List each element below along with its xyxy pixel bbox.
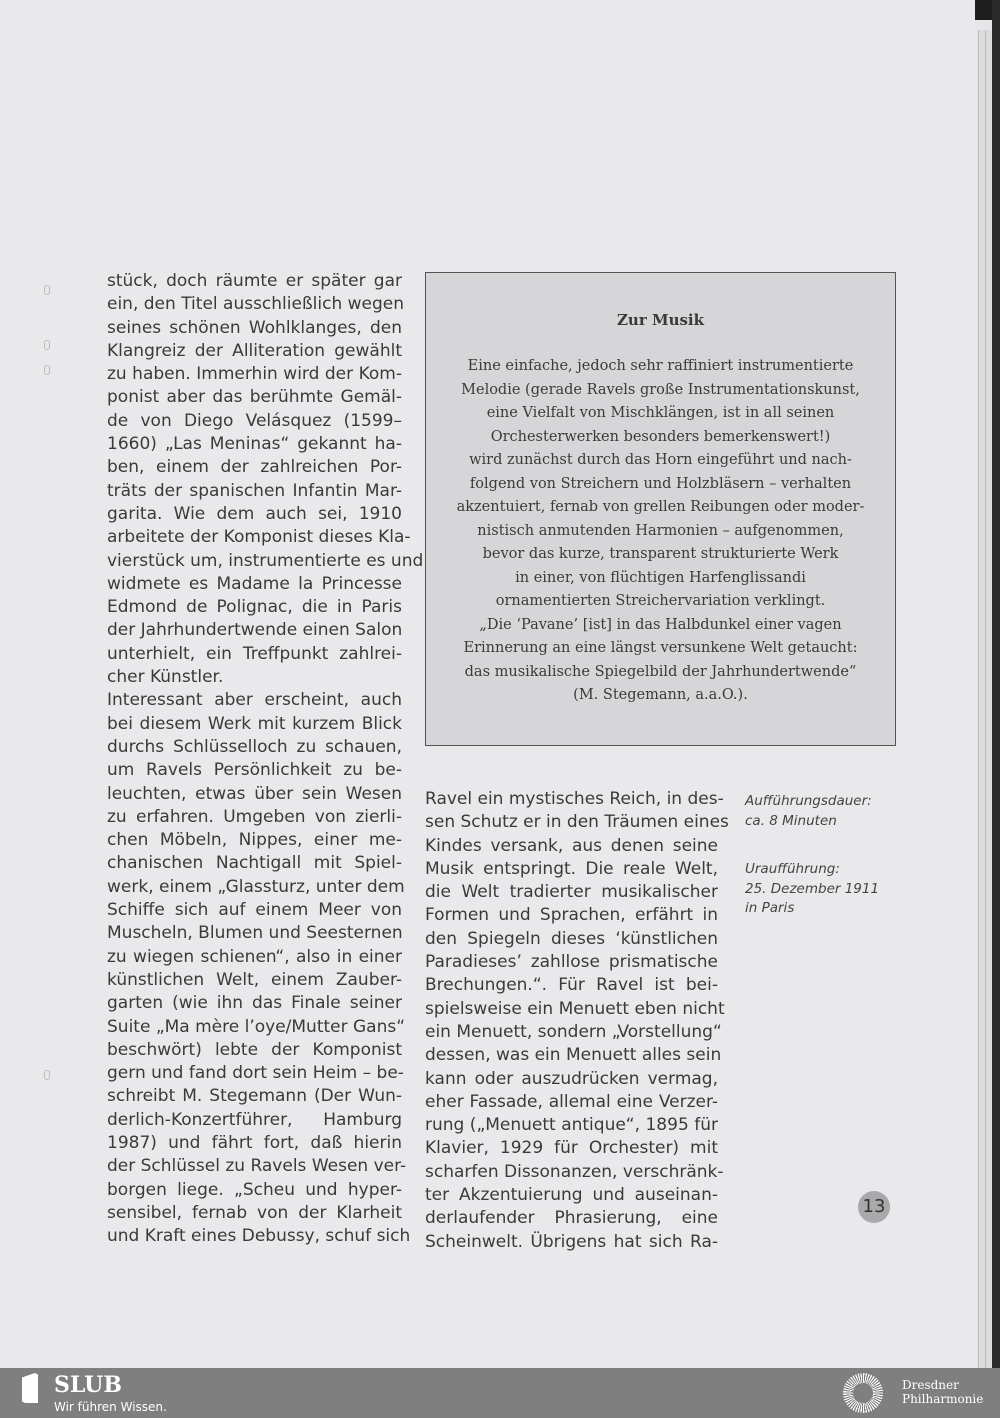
text-line: ornamentierten Streichervariation verklingt.: [495, 593, 826, 609]
binding-hole: [44, 365, 50, 375]
text-line: sen Schutz er in den Träumen eines: [425, 812, 729, 833]
text-line: der Jahrhundertwende einen Salon: [107, 620, 403, 641]
text-line: ein Menuett, sondern „Vorstellung“: [425, 1021, 722, 1042]
text-line: kann oder auszudrücken vermag,: [425, 1068, 718, 1089]
text-line: ein, den Titel ausschließlich wegen: [107, 294, 405, 315]
scan-right-shadow: [992, 0, 1000, 1368]
premiere-info: [745, 860, 879, 919]
text-line: Ravel ein mystisches Reich, in des-: [425, 789, 724, 809]
text-line: zu erfahren. Umgeben von zierli-: [107, 806, 402, 827]
text-line: Edmond de Polignac, die in Paris: [107, 597, 402, 618]
page-edge: [985, 30, 992, 1368]
text-line: wird zunächst durch das Horn eingeführt und nach-: [469, 452, 852, 468]
text-line: eher Fassade, allemal eine Verzer-: [425, 1091, 718, 1112]
text-line: Scheinwelt. Übrigens hat sich Ra-: [425, 1231, 718, 1252]
partner-line2: Philharmonie: [902, 1392, 984, 1406]
duration-value: ca. 8 Minuten: [745, 812, 837, 829]
text-line: der Schlüssel zu Ravels Wesen ver-: [107, 1156, 407, 1177]
text-line: gern und fand dort sein Heim – be-: [107, 1063, 404, 1084]
text-line: Klavier, 1929 für Orchester) mit: [425, 1138, 718, 1159]
text-line: werk, einem „Glassturz, unter dem: [107, 876, 405, 897]
text-line: künstlichen Welt, einem Zauber-: [107, 969, 402, 990]
text-line: schreibt M. Stegemann (Der Wun-: [107, 1086, 402, 1107]
text-line: Eine einfache, jedoch sehr raffiniert instrumentierte: [467, 358, 854, 374]
slub-book-icon: [22, 1373, 38, 1403]
text-line: eine Vielfalt von Mischklängen, ist in all seinen: [486, 405, 835, 421]
binding-hole: [44, 340, 50, 350]
text-line: sensibel, fernab von der Klarheit: [107, 1202, 402, 1223]
slub-tagline: Wir führen Wissen.: [54, 1400, 167, 1414]
text-line: rung („Menuett antique“, 1895 für: [425, 1115, 718, 1136]
premiere-label: Uraufführung:: [745, 861, 840, 877]
text-line: borgen liege. „Scheu und hyper-: [107, 1179, 402, 1200]
text-line: beschwört) lebte der Komponist: [107, 1039, 402, 1060]
text-line: bei diesem Werk mit kurzem Blick: [107, 713, 402, 734]
text-line: seines schönen Wohlklanges, den: [107, 317, 402, 338]
text-line: leuchten, etwas über sein Wesen: [107, 783, 402, 804]
text-line: das musikalische Spiegelbild der Jahrhundertwende“: [464, 663, 857, 680]
text-line: nistisch anmutenden Harmonien – aufgenommen,: [477, 522, 844, 539]
text-line: ben, einem der zahlreichen Por-: [107, 457, 402, 478]
text-line: Interessant aber erscheint, auch: [107, 690, 402, 711]
text-line: derlich-Konzertführer, Hamburg: [107, 1109, 402, 1130]
text-line: folgend von Streichern und Holzbläsern – verhalten: [469, 475, 852, 492]
text-line: Muscheln, Blumen und Seesternen: [107, 923, 403, 944]
text-line: ponist aber das berühmte Gemäl-: [107, 387, 402, 408]
text-line: 1660) „Las Meninas“ gekannt ha-: [107, 434, 402, 455]
text-line: spielsweise ein Menuett eben nicht: [425, 998, 725, 1019]
text-line: widmete es Madame la Princesse: [107, 573, 402, 594]
text-line: Klangreiz der Alliteration gewählt: [107, 340, 402, 361]
text-line: zu haben. Immerhin wird der Kom-: [107, 364, 402, 385]
page-number: 13: [858, 1191, 890, 1223]
text-line: Formen und Sprachen, erfährt in: [425, 905, 718, 926]
text-line: Erinnerung an eine längst versunkene Welt getaucht:: [463, 640, 858, 656]
text-line: dessen, was ein Menuett alles sein: [425, 1045, 722, 1066]
text-line: cher Künstler.: [107, 667, 224, 688]
text-line: akzentuiert, fernab von grellen Reibungen oder moder-: [456, 499, 865, 515]
text-line: Suite „Ma mère l’oye/Mutter Gans“: [107, 1016, 406, 1037]
text-line: garten (wie ihn das Finale seiner: [107, 993, 402, 1014]
box-body: [426, 355, 895, 708]
text-line: die Welt tradierter musikalischer: [425, 882, 718, 903]
text-line: Schiffe sich auf einem Meer von: [107, 900, 402, 921]
footer-bar: [0, 1368, 1000, 1418]
text-line: garita. Wie dem auch sei, 1910: [107, 503, 402, 524]
partner-line1: Dresdner: [902, 1378, 959, 1392]
premiere-date: 25. Dezember 1911: [745, 880, 880, 897]
slub-logo-text[interactable]: SLUB: [54, 1372, 122, 1398]
duration-label: Aufführungsdauer:: [745, 793, 872, 809]
text-line: in einer, von flüchtigen Harfenglissandi: [515, 569, 806, 586]
philharmonie-sun-icon: [843, 1373, 883, 1413]
text-line: Orchesterwerken besonders bemerkenswert!): [490, 428, 831, 445]
middle-text-column: [425, 788, 729, 1254]
text-line: derlaufender Phrasierung, eine: [425, 1208, 718, 1229]
text-line: Musik entspringt. Die reale Welt,: [425, 858, 718, 879]
duration-info: [745, 792, 872, 831]
text-line: chanischen Nachtigall mit Spiel-: [107, 853, 402, 874]
text-line: den Spiegeln dieses ‘künstlichen: [425, 928, 718, 949]
philharmonie-logo-text[interactable]: [902, 1378, 983, 1406]
text-line: Kindes versank, aus denen seine: [425, 835, 718, 856]
text-line: arbeitete der Komponist dieses Kla-: [107, 527, 411, 548]
text-line: 1987) und fährt fort, daß hierin: [107, 1132, 402, 1153]
text-line: durchs Schlüsselloch zu schauen,: [107, 736, 402, 757]
text-line: und Kraft eines Debussy, schuf sich: [107, 1226, 411, 1247]
text-line: unterhielt, ein Treffpunkt zahlrei-: [107, 643, 402, 664]
text-line: Melodie (gerade Ravels große Instrumentationskunst,: [461, 381, 860, 398]
zur-musik-box: [425, 272, 896, 746]
text-line: Paradieses’ zahllose prismatische: [425, 952, 718, 973]
text-line: zu wiegen schienen“, also in einer: [107, 946, 402, 967]
text-line: stück, doch räumte er später gar: [107, 271, 402, 291]
text-line: ter Akzentuierung und auseinan-: [425, 1185, 718, 1206]
text-line: Brechungen.“. Für Ravel ist bei-: [425, 975, 718, 996]
box-title: Zur Musik: [616, 311, 705, 329]
binding-hole: [44, 285, 50, 295]
text-line: vierstück um, instrumentierte es und: [107, 550, 424, 571]
text-line: um Ravels Persönlichkeit zu be-: [107, 760, 402, 781]
text-line: (M. Stegemann, a.a.O.).: [573, 687, 748, 703]
text-line: träts der spanischen Infantin Mar-: [107, 480, 402, 501]
text-line: bevor das kurze, transparent strukturierte Werk: [482, 546, 839, 562]
text-line: scharfen Dissonanzen, verschränk-: [425, 1161, 724, 1182]
page-edge: [978, 30, 985, 1368]
text-line: de von Diego Velásquez (1599–: [107, 410, 402, 431]
text-line: chen Möbeln, Nippes, einer me-: [107, 830, 402, 851]
left-text-column: [107, 270, 424, 1248]
text-line: „Die ‘Pavane’ [ist] in das Halbdunkel einer vagen: [479, 616, 842, 633]
premiere-place: in Paris: [745, 900, 795, 916]
binding-hole: [44, 1070, 50, 1080]
